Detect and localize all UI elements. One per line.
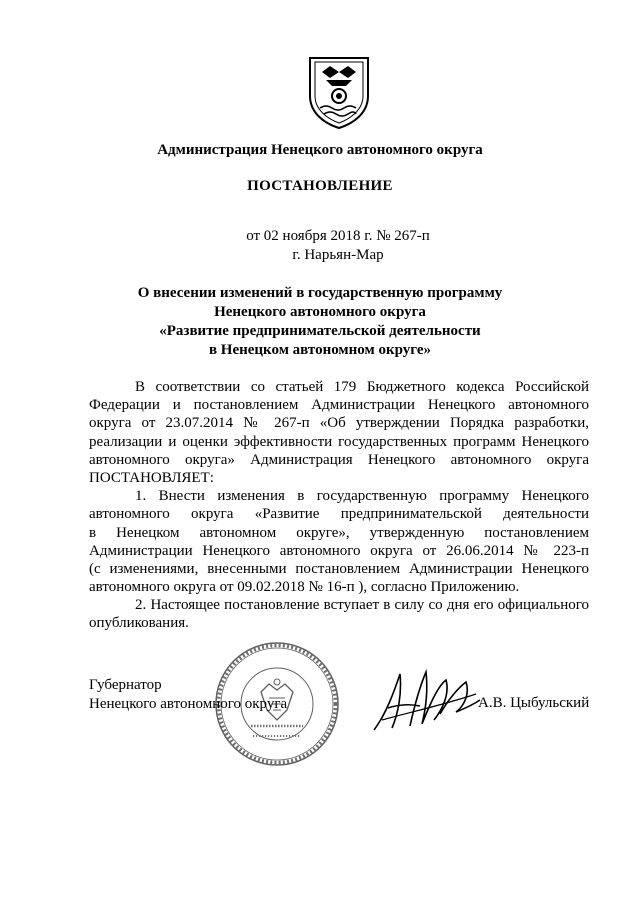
body-line: 2. Настоящее постановление вступает в силу со дня его официального <box>135 597 589 614</box>
body-line: в Ненецком автономном округе», утвержденную постановлением <box>89 524 589 541</box>
body-line: Федерации и постановлением Администрации Ненецкого автономного <box>89 397 589 414</box>
body-line: автономного округа от 09.02.2018 № 16-п ), согласно Приложению. <box>89 579 520 596</box>
signer-position: Губернатор <box>89 677 162 693</box>
document-type: ПОСТАНОВЛЕНИЕ <box>247 178 393 194</box>
title-line: О внесении изменений в государственную программу <box>137 285 503 301</box>
document-title <box>0 284 640 360</box>
body-line: автономного округа «Развитие предпринимательской деятельности <box>89 506 589 523</box>
coat-of-arms-emblem <box>306 52 372 130</box>
body-line: реализации и оценки эффективности государственных программ Ненецкого <box>89 433 589 450</box>
body-line: округа от 23.07.2014 № 267-п «Об утверждении Порядка разработки, <box>89 415 589 432</box>
body-line: В соответствии со статьей 179 Бюджетного кодекса Российской <box>135 379 589 395</box>
body-line: 1. Внести изменения в государственную программу Ненецкого <box>135 488 589 505</box>
title-line: «Развитие предпринимательской деятельности <box>159 323 481 339</box>
title-line: в Ненецком автономном округе» <box>208 342 432 358</box>
document-body <box>89 378 589 633</box>
document-city: г. Нарьян-Мар <box>292 247 384 263</box>
body-line: опубликования. <box>89 615 189 632</box>
organization-name: Администрация Ненецкого автономного округа <box>157 142 483 158</box>
document-date-number: от 02 ноября 2018 г. № 267-п <box>246 228 430 244</box>
title-line: Ненецкого автономного округа <box>214 304 426 320</box>
body-line: автономного округа» Администрация Ненецкого автономного округа <box>89 451 589 468</box>
body-line: ПОСТАНОВЛЯЕТ: <box>89 469 214 486</box>
body-line: Администрации Ненецкого автономного округа от 26.06.2014 № 223-п <box>89 542 589 559</box>
body-line: (с изменениями, внесенными постановлением Администрации Ненецкого <box>89 560 589 577</box>
signer-region: Ненецкого автономного округа <box>89 696 288 712</box>
signer-name: А.В. Цыбульский <box>478 695 590 711</box>
signer-block <box>89 676 287 714</box>
handwritten-signature <box>370 664 482 736</box>
